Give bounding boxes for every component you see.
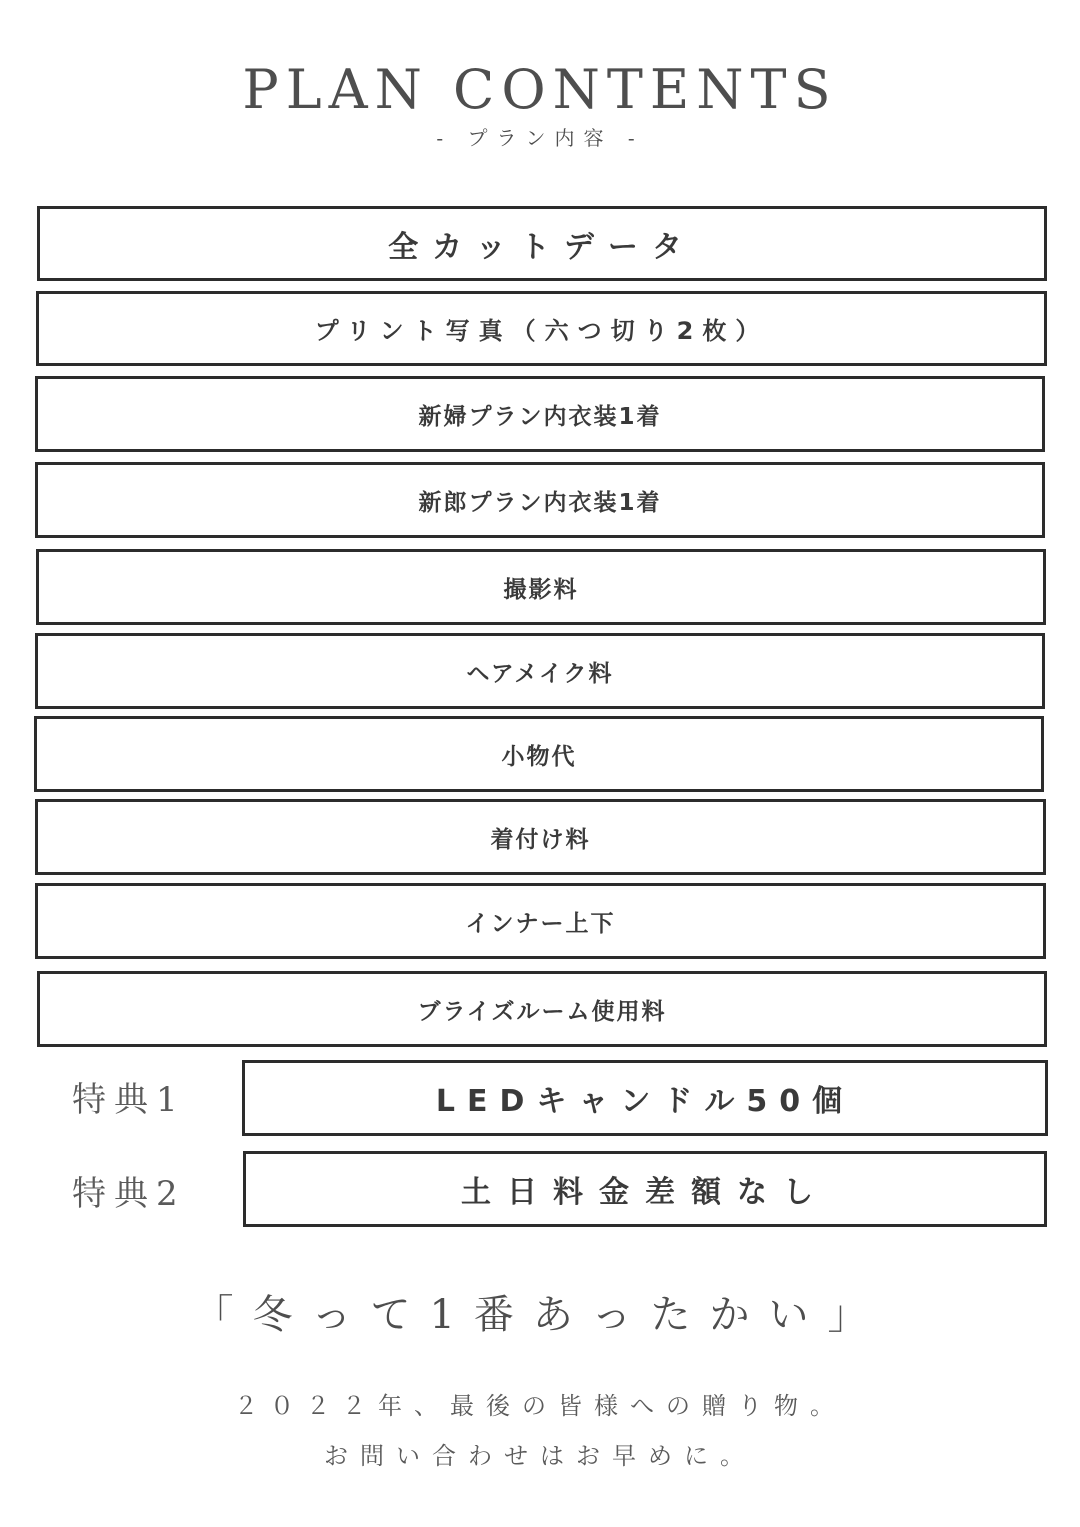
plan-item-bride-costume: 新婦プラン内衣装1着 [35,376,1045,452]
bonus-1-value: LEDキャンドル50個 [242,1060,1048,1136]
plan-item-shooting-fee: 撮影料 [36,549,1046,625]
plan-item-innerwear: インナー上下 [35,883,1046,959]
catchphrase: 「冬って1番あったかい」 [193,1292,887,1338]
plan-item-dressing-fee: 着付け料 [35,799,1046,875]
message-line-2: お問い合わせはお早めに。 [324,1442,756,1470]
page-title: PLAN CONTENTS [242,58,838,121]
page-subtitle: - プラン内容 - [436,126,644,150]
plan-item-hair-makeup: ヘアメイク料 [35,633,1045,709]
bonus-2-value: 土日料金差額なし [243,1151,1047,1227]
plan-item-bride-room: ブライズルーム使用料 [37,971,1047,1047]
plan-item-groom-costume: 新郎プラン内衣装1着 [35,462,1045,538]
plan-item-print-photos: プリント写真（六つ切り2枚） [36,291,1047,366]
message-line-1: ２０２２年、最後の皆様への贈り物。 [234,1392,846,1420]
plan-item-all-cut-data: 全カットデータ [37,206,1047,281]
bonus-2-label: 特典2 [72,1174,186,1214]
plan-item-accessories: 小物代 [34,716,1044,792]
bonus-1-label: 特典1 [72,1080,186,1120]
